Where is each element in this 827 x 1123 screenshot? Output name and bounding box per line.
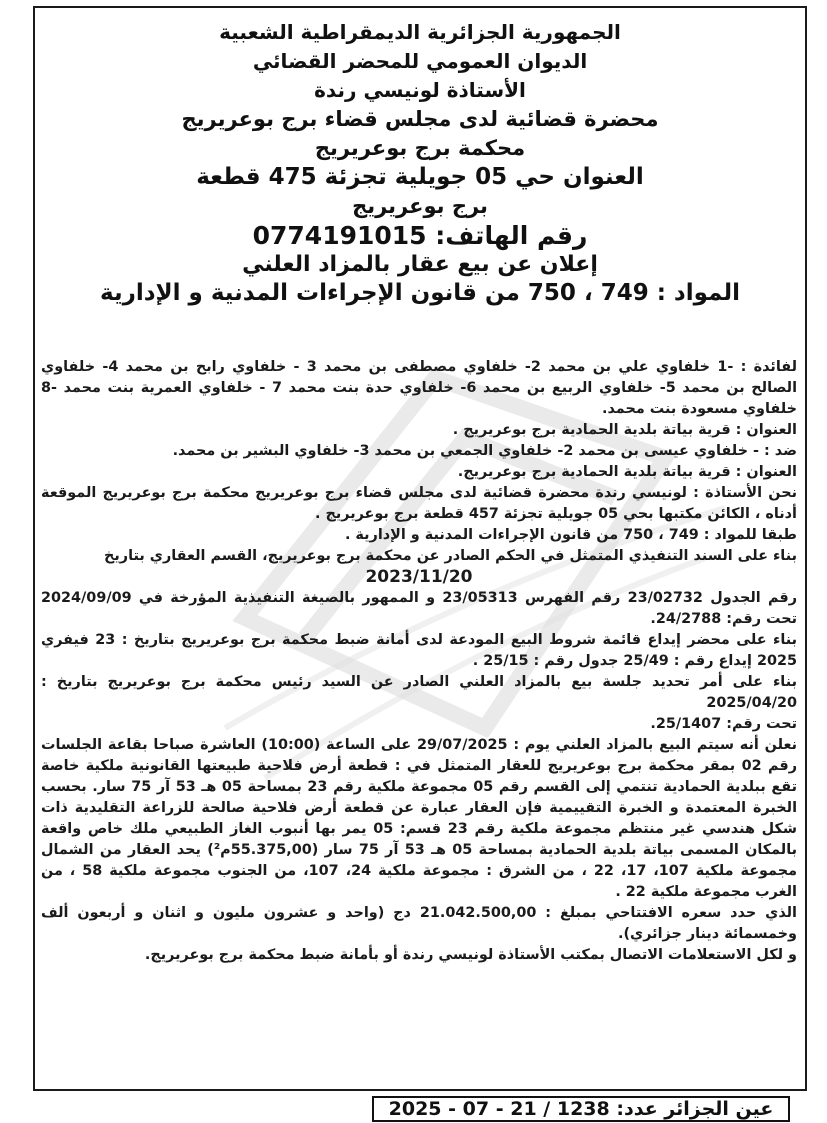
court-name: محكمة برج بوعريريج <box>314 136 526 160</box>
announcement-body <box>41 357 797 966</box>
republic-title: الجمهورية الجزائرية الديمقراطية الشعبية <box>219 20 621 44</box>
bailiff-court-council: محضرة قضائية لدى مجلس قضاء برج بوعريريج <box>181 107 659 131</box>
registry-numbers: رقم الجدول 23/02732 رقم الفهرس 23/05313 و الممهور بالصيغة التنفيذية المؤرخة في 2024/09/09 تحت رقم: 24/2788. <box>41 590 797 627</box>
office-title: الديوان العمومي للمحضر القضائي <box>252 49 588 73</box>
bailiff-name: الأستاذة لونيسي رندة <box>314 78 526 102</box>
beneficiaries-address: العنوان : قرية بياتة بلدية الحمادية برج بوعريريج . <box>452 422 797 438</box>
deposit-record: بناء على محضر إيداع قائمة شروط البيع المودعة لدى أمانة ضبط محكمة برج بوعريريج بتاريخ : 23 فيفري 2025 إيداع رقم : 25/49 جدول رقم : 25/15 . <box>41 632 797 669</box>
defendants-paragraph: ضد : - خلفاوي عيسى بن محمد 2- خلفاوي الجمعي بن محمد 3- خلفاوي البشير بن محمد. <box>172 443 797 459</box>
legal-articles: المواد : 749 ، 750 من قانون الإجراءات المدنية و الإدارية <box>100 280 740 306</box>
order-number: تحت رقم: 25/1407. <box>650 716 797 732</box>
announcement-title: إعلان عن بيع عقار بالمزاد العلني <box>242 252 598 277</box>
hearing-order: بناء على أمر تحديد جلسة بيع بالمزاد العلني الصادر عن السيد رئيس محكمة برج بوعريريج بتاريخ : 2025/04/20 <box>41 674 797 711</box>
announcement-frame <box>33 6 807 1091</box>
legal-basis: طبقا للمواد : 749 ، 750 من قانون الإجراءات المدنية و الإدارية . <box>344 527 797 543</box>
address-city: برج بوعريريج <box>352 194 488 218</box>
contact-info: و لكل الاستعلامات الاتصال بمكتب الأستاذة لونيسي رندة أو بأمانة ضبط محكمة برج بوعريريج. <box>144 947 797 963</box>
judgment-reference: بناء على السند التنفيذي المتمثل في الحكم الصادر عن محكمة برج بوعريريج، القسم العقاري بتاريخ <box>104 548 797 564</box>
announcement-header <box>35 18 805 308</box>
address-line: العنوان حي 05 جويلية تجزئة 475 قطعة <box>196 164 644 190</box>
phone-number: رقم الهاتف: 0774191015 <box>252 221 588 250</box>
opening-price: الذي حدد سعره الافتتاحي بمبلغ : 21.042.500,00 دج (واحد و عشرون مليون و اثنان و أربعون ألف وخمسمائة دينار جزائري). <box>41 905 797 942</box>
judgment-date: 2023/11/20 <box>365 567 473 587</box>
sale-details: نعلن أنه سيتم البيع بالمزاد العلني يوم : 29/07/2025 على الساعة (10:00) العاشرة صباحا بقاعة الجلسات رقم 02 بمقر محكمة برج بوعريريج للعقار المتمثل في : قطعة أرض فلاحية طبيعتها القانونية ملكية خاصة تقع ببلدية الحمادية تنتمي إلى القسم رقم 05 مجموعة ملكية رقم 23 بمساحة 05 هـ 53 آر 75 سار. بحسب الخبرة المعتمدة و الخبرة التقييمية فإن العقار عبارة عن قطعة أرض فلاحية صالحة للزراعة التقليدية ذات شكل هندسي غير منتظم مجموعة ملكية رقم 23 قسم: 05 يمر بها أنبوب الغاز الطبيعي ملك خاص واقعة بالمكان المسمى بياتة بلدية الحمادية بمساحة 05 هـ 53 آر 75 سار (55.375,00م²) يحد العقار من الشمال مجموعة ملكية 107، 17، 22 ، من الشرق : مجموعة ملكية 24، 107، من الجنوب مجموعة ملكية 58 ، من الغرب مجموعة ملكية 22 . <box>41 737 798 900</box>
beneficiaries-paragraph: لفائدة : -1 خلفاوي علي بن محمد 2- خلفاوي مصطفى بن محمد 3 - خلفاوي رابح بن محمد 4- خلفاوي الصالح بن محمد 5- خلفاوي الربيع بن محمد 6- خلفاوي حدة بنت محمد 7 - خلفاوي العمرية بنت محمد -8 خلفاوي مسعودة بنت محمد. <box>41 359 798 417</box>
defendants-address: العنوان : قرية بياتة بلدية الحمادية برج بوعريريج. <box>457 464 797 480</box>
bailiff-statement: نحن الأستاذة : لونيسي رندة محضرة قضائية لدى مجلس قضاء برج بوعريريج محكمة برج بوعريريج الموقعة أدناه ، الكائن مكتبها بحي 05 جويلية تجزئة 457 قطعة برج بوعريريج . <box>41 485 797 522</box>
issue-reference: عين الجزائر عدد: 1238 / 21 - 07 - 2025 <box>372 1096 790 1122</box>
